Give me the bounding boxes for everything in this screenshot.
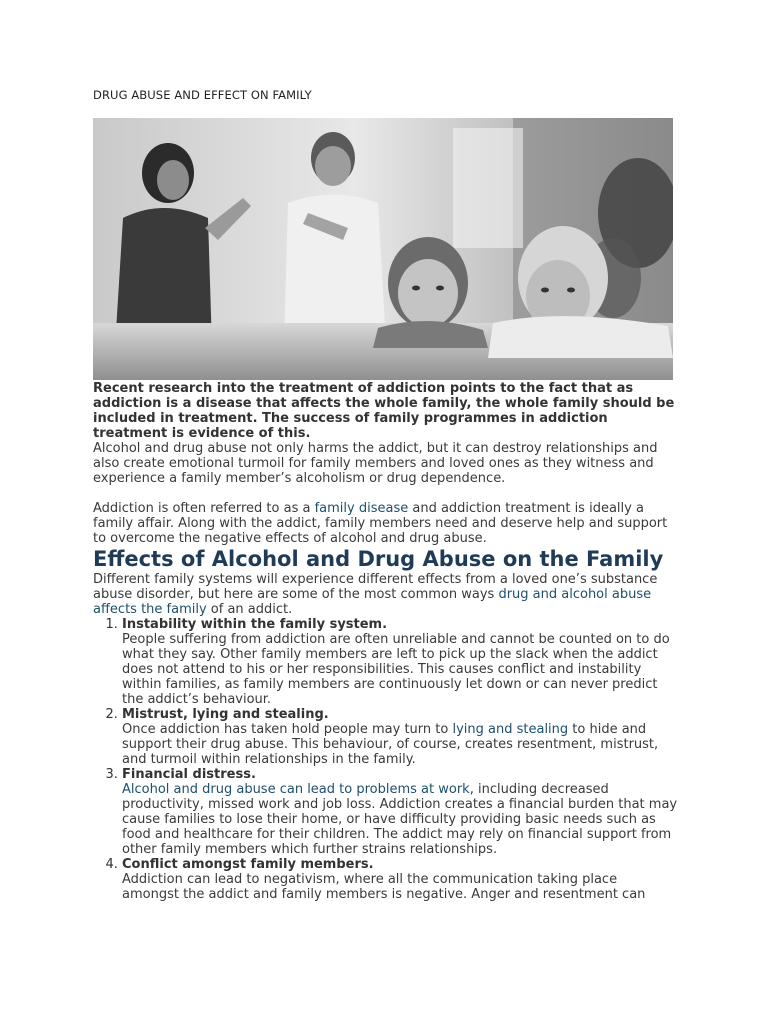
text-span: , including decreased productivity, missed work and job loss. Addiction creates a financial burden that may cause families to lose their home, or have difficulty providing basic needs such as food and healthcare for their children. The addict may rely on financial support from other family members which further strains relationships.: [122, 782, 678, 857]
effects-list: [93, 617, 678, 902]
family-conflict-photo: [93, 118, 673, 380]
list-item: [122, 857, 678, 902]
text-span: Different family systems will experience different effects from a loved one’s substance abuse disorder, but here are some of the most common ways: [93, 572, 658, 602]
list-item: [122, 767, 678, 857]
item-title: 1. Instability within the family system.: [122, 617, 388, 632]
item-title: 4. Conflict amongst family members.: [122, 857, 374, 872]
family-disease-link[interactable]: family disease: [314, 501, 409, 516]
section-heading: Effects of Alcohol and Drug Abuse on the Family: [93, 547, 664, 571]
family-disease-paragraph: [93, 501, 678, 546]
item-text: [122, 782, 678, 857]
item-text: Addiction can lead to negativism, where all the communication taking place amongst the addict and family members is negative. Anger and resentment can: [122, 872, 646, 902]
item-title: 3. Financial distress.: [122, 767, 256, 782]
item-text: [122, 722, 678, 767]
affects-family-link[interactable]: drug and alcohol abuse affects the family: [93, 587, 652, 617]
document-title: DRUG ABUSE AND EFFECT ON FAMILY: [93, 88, 312, 102]
list-item: [122, 707, 678, 767]
text-span: Once addiction has taken hold people may turn to: [122, 722, 453, 737]
problems-at-work-link[interactable]: Alcohol and drug abuse can lead to problems at work: [122, 782, 470, 797]
intro-paragraph: Alcohol and drug abuse not only harms the addict, but it can destroy relationships and also create emotional turmoil for family members and loved ones as they witness and experience a family member’s alcoholism or drug dependence.: [93, 441, 658, 486]
text-span: of an addict.: [206, 602, 293, 617]
text-span: to hide and support their drug abuse. This behaviour, of course, creates resentment, mistrust, and turmoil within relationships in the family.: [122, 722, 659, 767]
item-text: People suffering from addiction are often unreliable and cannot be counted on to do what they say. Other family members are left to pick up the slack when the addict does not attend to his or her responsibilities. This causes conflict and instability within families, as family members are continuously let down or can never predict the addict’s behaviour.: [122, 632, 670, 707]
item-title: 2. Mistrust, lying and stealing.: [122, 707, 329, 722]
text-span: Addiction is often referred to as a: [93, 501, 315, 516]
text-span: and addiction treatment is ideally a family affair. Along with the addict, family members need and deserve help and support to overcome the negative effects of alcohol and drug abuse.: [93, 501, 668, 546]
intro-bold-paragraph: Recent research into the treatment of addiction points to the fact that as addiction is a disease that affects the whole family, the whole family should be included in treatment. The success of family programmes in addiction treatment is evidence of this.: [93, 381, 675, 441]
list-item: [122, 617, 678, 707]
article-body: [93, 381, 678, 902]
effects-intro-paragraph: [93, 572, 678, 617]
lying-stealing-link[interactable]: lying and stealing: [452, 722, 569, 737]
